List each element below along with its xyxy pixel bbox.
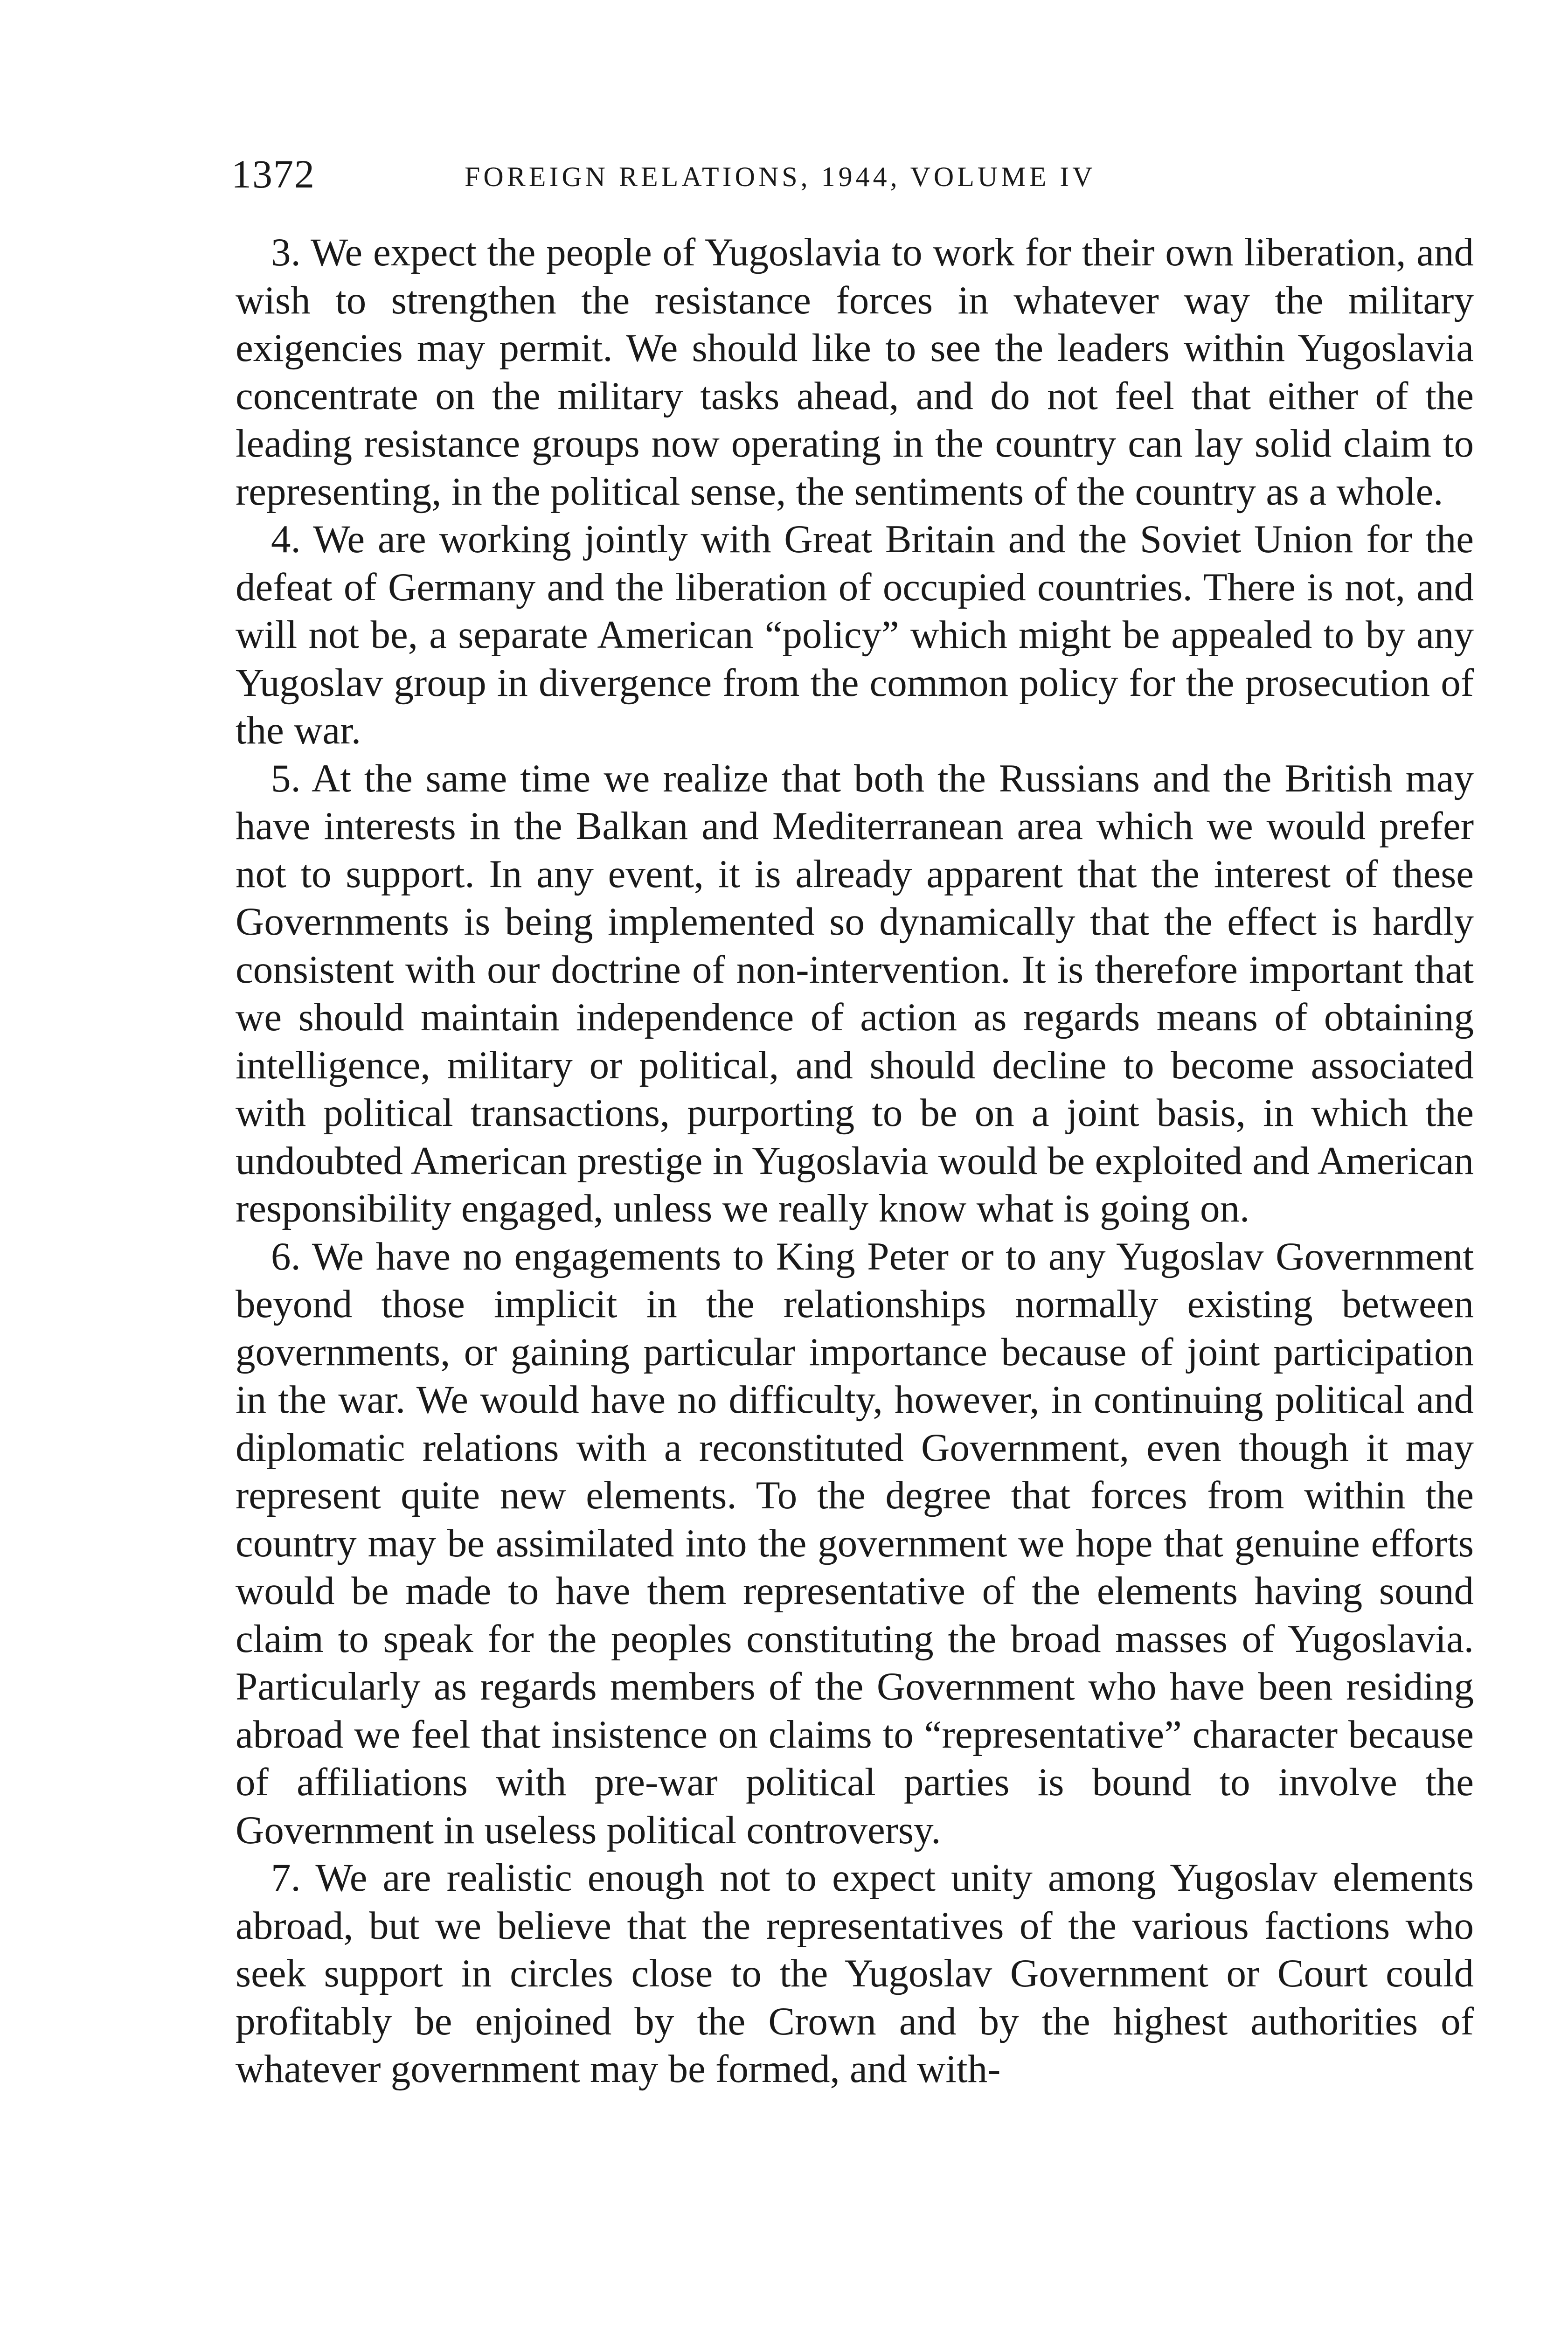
paragraph-number: 4.: [271, 517, 301, 561]
paragraph-text: We expect the people of Yugoslavia to work for their own liberation, and wish to strengthen the resistance forces in whatever way the military exigencies may permit. We should like to see the leaders within Yugoslavia concentrate on the military tasks ahead, and do not feel that either of the leading resistance groups now operating in the country can lay solid claim to representing, in the political sense, the sentiments of the country as a whole.: [236, 230, 1474, 514]
paragraph-5: [236, 755, 1474, 1233]
running-head: [231, 148, 1491, 200]
page-number: 1372: [231, 152, 315, 196]
paragraph-number: 7.: [271, 1856, 301, 1900]
paragraph-number: 3.: [271, 230, 301, 274]
paragraph-7: [236, 1854, 1474, 2093]
paragraph-number: 6.: [271, 1234, 301, 1278]
paragraph-text: We have no engagements to King Peter or to any Yugoslav Government beyond those implicit in the relationships normally existing between governments, or gaining particular importance because of joint participation in the war. We would have no difficulty, however, in continuing political and diplomatic relations with a reconstituted Government, even though it may represent quite new elements. To the degree that forces from within the country may be assimilated into the government we hope that genuine efforts would be made to have them representative of the elements having sound claim to speak for the peoples constituting the broad masses of Yugoslavia. Particularly as regards members of the Government who have been residing abroad we feel that insistence on claims to “representative” character because of affiliations with pre-war political parties is bound to involve the Government in useless political controversy.: [236, 1234, 1474, 1852]
paragraph-6: [236, 1233, 1474, 1854]
paragraph-text: At the same time we realize that both the Russians and the British may have interests in the Balkan and Mediterranean area which we would prefer not to support. In any event, it is already apparent that the interest of these Governments is being implemented so dynamically that the effect is hardly consistent with our doctrine of non-intervention. It is therefore important that we should maintain independence of action as regards means of obtaining intelligence, military or political, and should decline to become associated with political transactions, purporting to be on a joint basis, in which the undoubted American prestige in Yugoslavia would be exploited and American responsibility engaged, unless we really know what is going on.: [236, 756, 1474, 1230]
paragraph-text: We are realistic enough not to expect unity among Yugoslav elements abroad, but we believe that the representatives of the various factions who seek support in circles close to the Yugoslav Government or Court could profitably be enjoined by the Crown and by the highest authorities of whatever government may be formed, and with-: [236, 1856, 1474, 2091]
paragraph-3: [236, 229, 1474, 515]
running-title: FOREIGN RELATIONS, 1944, VOLUME IV: [465, 161, 1096, 192]
paragraph-4: [236, 515, 1474, 755]
body-text: [236, 229, 1474, 2093]
paragraph-number: 5.: [271, 756, 301, 800]
paragraph-text: We are working jointly with Great Britain and the Soviet Union for the defeat of Germany and the liberation of occupied countries. There is not, and will not be, a separate American “policy” which might be appealed to by any Yugoslav group in divergence from the common policy for the prosecution of the war.: [236, 517, 1474, 752]
